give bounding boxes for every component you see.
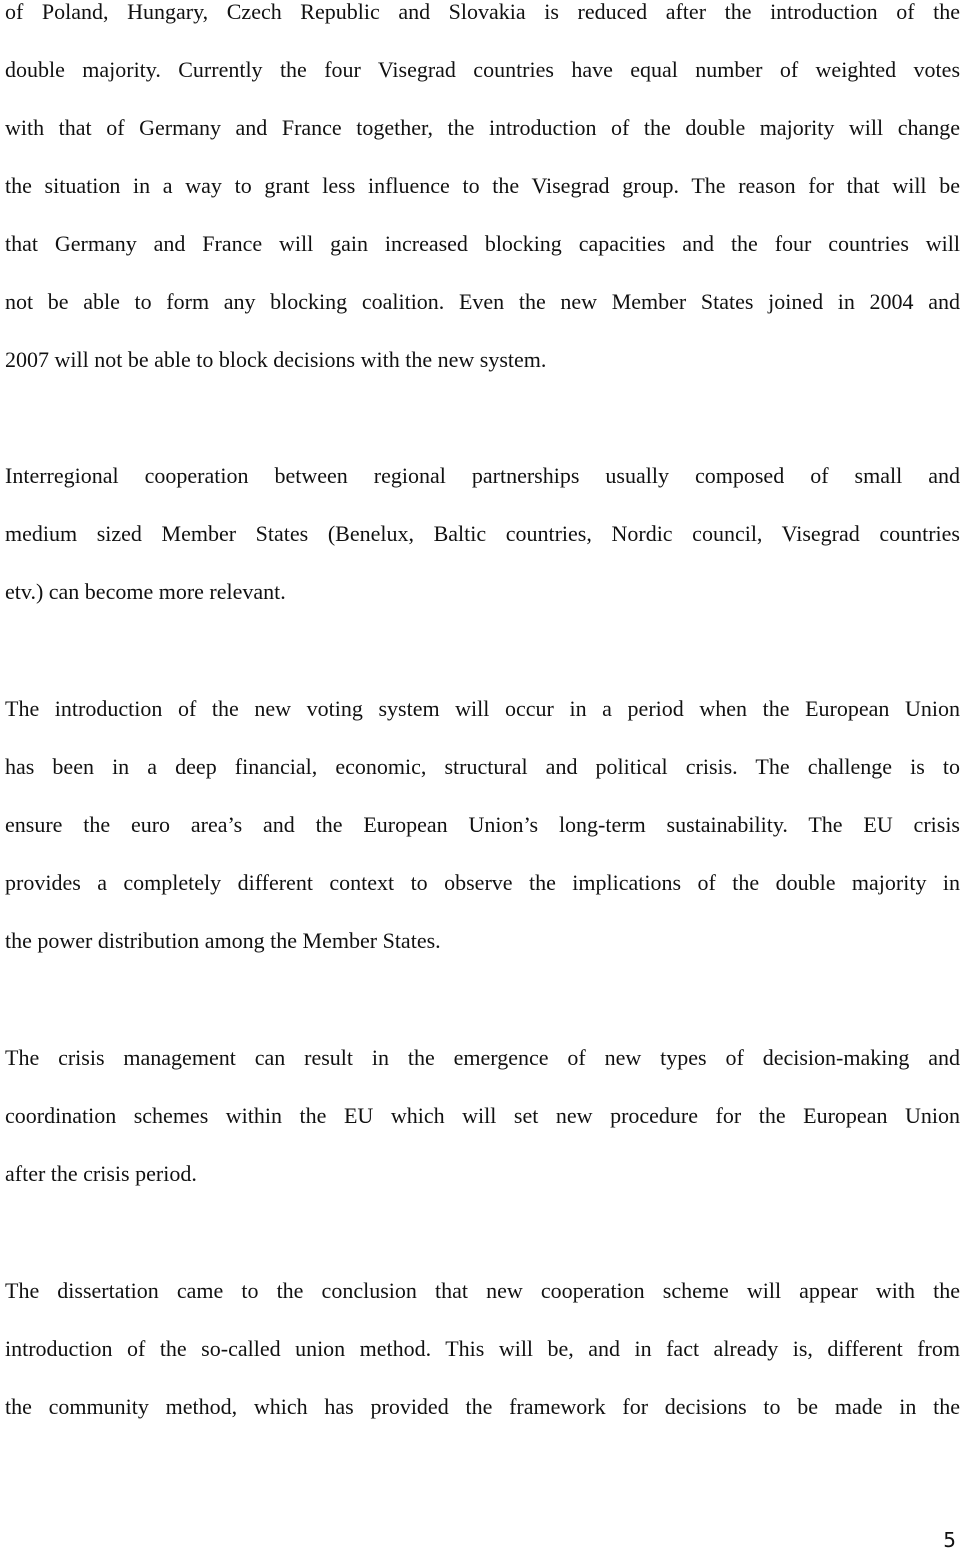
paragraph-voting-system-crisis (5, 680, 960, 970)
text-line: after the crisis period. (5, 1161, 197, 1186)
text-line: the situation in a way to grant less influence to the Visegrad group. The reason for that will be (5, 173, 960, 198)
text-line: Interregional cooperation between regional partnerships usually composed of small and (5, 463, 960, 488)
text-line: that Germany and France will gain increased blocking capacities and the four countries will (5, 231, 960, 256)
text-line: has been in a deep financial, economic, structural and political crisis. The challenge is to (5, 754, 960, 779)
paragraph-dissertation-conclusion (5, 1262, 960, 1436)
text-line: coordination schemes within the EU which will set new procedure for the European Union (5, 1103, 960, 1128)
paragraph-visegrad-votes (5, 0, 960, 389)
text-line: ensure the euro area’s and the European Union’s long-term sustainability. The EU crisis (5, 812, 960, 837)
text-line: the power distribution among the Member States. (5, 928, 441, 953)
text-line: The crisis management can result in the emergence of new types of decision-making and (5, 1045, 960, 1070)
text-line: with that of Germany and France together, the introduction of the double majority will change (5, 115, 960, 140)
text-line: of Poland, Hungary, Czech Republic and Slovakia is reduced after the introduction of the (5, 0, 960, 24)
paragraph-interregional-cooperation (5, 447, 960, 621)
text-line: The introduction of the new voting system will occur in a period when the European Union (5, 696, 960, 721)
text-line: the community method, which has provided the framework for decisions to be made in the (5, 1394, 960, 1419)
text-line: introduction of the so-called union method. This will be, and in fact already is, different from (5, 1336, 960, 1361)
paragraph-crisis-management (5, 1029, 960, 1203)
text-line: provides a completely different context to observe the implications of the double majority in (5, 870, 960, 895)
page-number: 5 (943, 1528, 956, 1552)
text-line: 2007 will not be able to block decisions with the new system. (5, 347, 547, 372)
text-line: The dissertation came to the conclusion that new cooperation scheme will appear with the (5, 1278, 960, 1303)
text-line: medium sized Member States (Benelux, Baltic countries, Nordic council, Visegrad countries (5, 521, 960, 546)
text-line: not be able to form any blocking coalition. Even the new Member States joined in 2004 and (5, 289, 960, 314)
text-line: double majority. Currently the four Visegrad countries have equal number of weighted votes (5, 57, 960, 82)
text-line: etv.) can become more relevant. (5, 579, 286, 604)
